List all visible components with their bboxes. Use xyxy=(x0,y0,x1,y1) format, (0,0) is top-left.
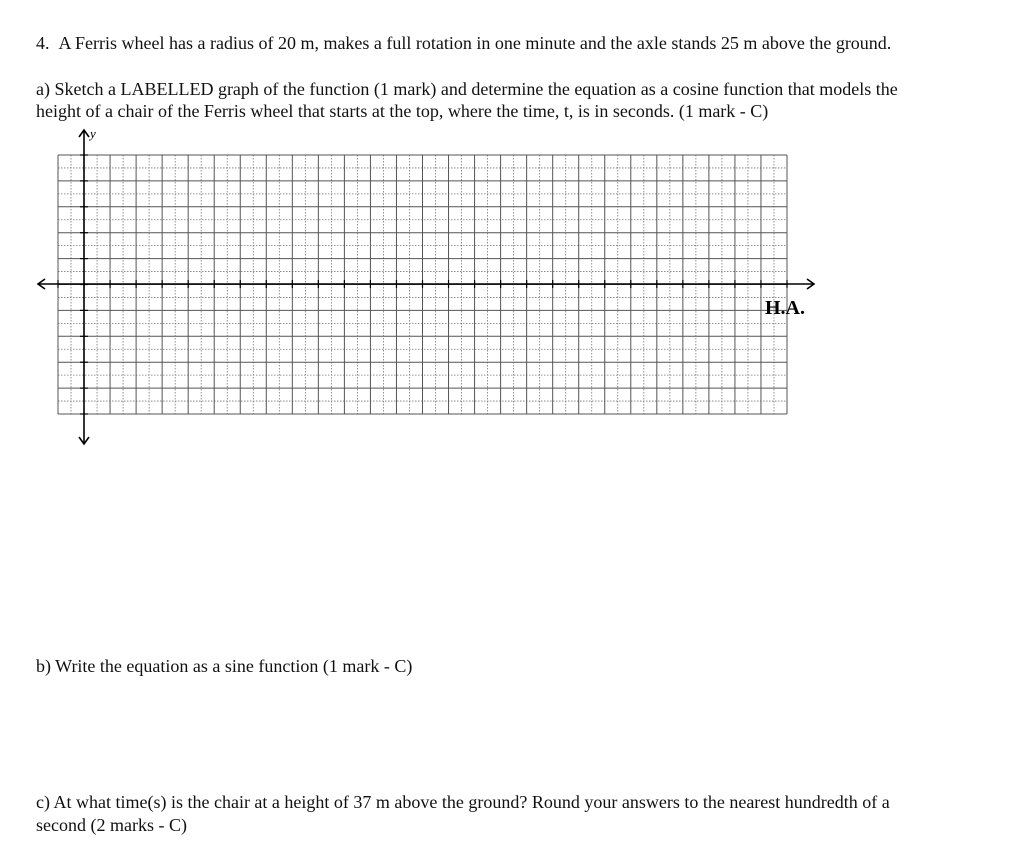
question-number: 4. xyxy=(36,33,50,53)
part-a-line-2: height of a chair of the Ferris wheel that starts at the top, where the time, t, is in seconds. (1 mark - C) xyxy=(36,101,769,121)
part-b-text: b) Write the equation as a sine function (1 mark - C) xyxy=(36,656,413,676)
graph-axes xyxy=(38,130,814,444)
part-c-line-1: c) At what time(s) is the chair at a height of 37 m above the ground? Round your answers to the nearest hundredth of a xyxy=(36,792,890,812)
part-c-line-2: second (2 marks - C) xyxy=(36,815,187,835)
part-a-line-1: a) Sketch a LABELLED graph of the function (1 mark) and determine the equation as a cosine function that models the xyxy=(36,79,898,99)
y-axis-label: y xyxy=(90,126,96,141)
question-text: A Ferris wheel has a radius of 20 m, makes a full rotation in one minute and the axle stands 25 m above the ground. xyxy=(58,33,892,53)
horizontal-asymptote-label: H.A. xyxy=(765,297,805,319)
